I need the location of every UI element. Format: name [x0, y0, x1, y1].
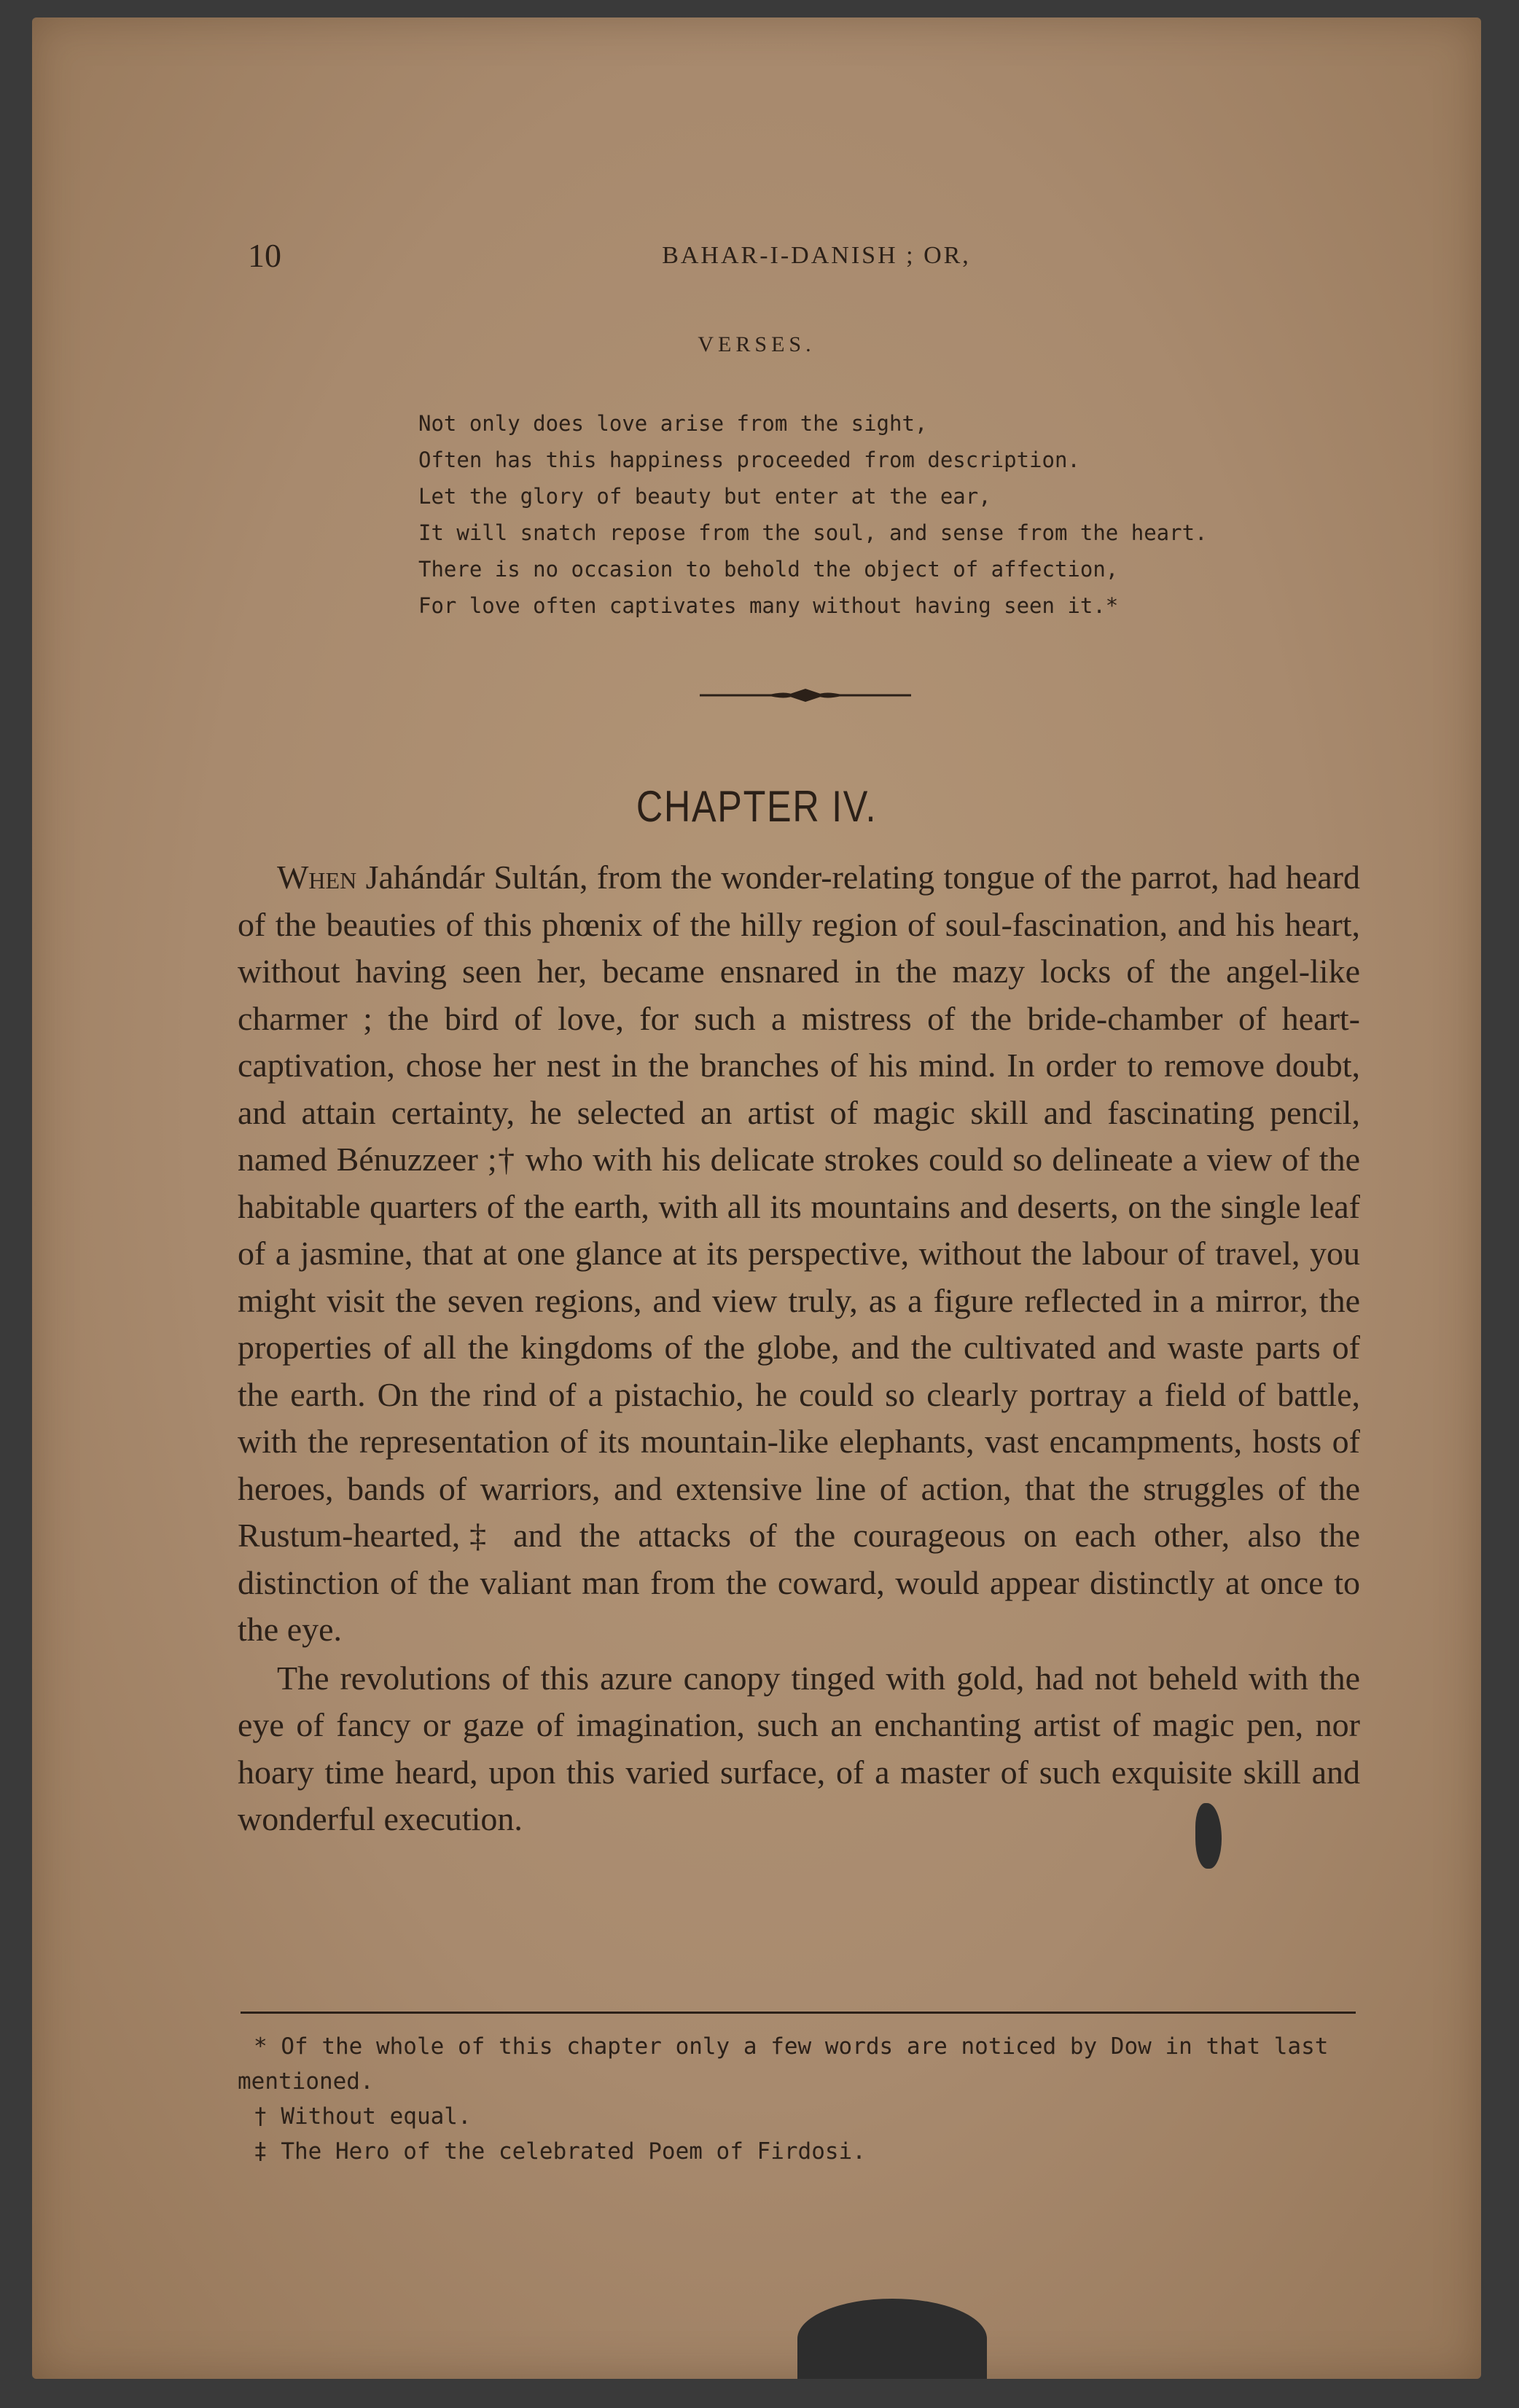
verses-heading: VERSES. [698, 332, 816, 356]
footnote: † Without equal. [254, 2103, 472, 2130]
footnote-divider [241, 2012, 1356, 2014]
page-number: 10 [248, 237, 281, 274]
verse-line: Not only does love arise from the sight, [418, 411, 928, 436]
paragraph [238, 854, 1360, 1654]
paragraph: The revolutions of this azure canopy tinged with gold, had not beheld with the eye of fancy or gaze of imagination, such an enchanting artist of magic pen, nor hoary time heard, upon this varied surface, of a master of such exquisite skill and wonderful execution. [238, 1659, 1360, 1837]
chapter-body [238, 854, 1360, 1843]
footnote: * Of the whole of this chapter only a few words are noticed by Dow in that last mentioned. [238, 2033, 1329, 2095]
footnote: ‡ The Hero of the celebrated Poem of Firdosi. [254, 2138, 866, 2165]
paper-tear [797, 2299, 987, 2379]
page-header [248, 236, 1385, 280]
verse-line: For love often captivates many without having seen it.* [418, 593, 1119, 618]
verse-line: Let the glory of beauty but enter at the ear, [418, 484, 991, 509]
book-page [32, 17, 1481, 2379]
verse-line: There is no occasion to behold the object of affection, [418, 557, 1119, 582]
running-head: BAHAR-I-DANISH ; OR, [662, 242, 971, 269]
verse-line: Often has this happiness proceeded from description. [418, 447, 1080, 472]
verse-line: It will snatch repose from the soul, and sense from the heart. [418, 520, 1208, 545]
chapter-title: CHAPTER IV. [636, 782, 878, 831]
footnotes [238, 2029, 1360, 2169]
ornamental-divider [700, 681, 911, 710]
paragraph-lead-word: When [277, 859, 357, 896]
verse-block [418, 405, 1257, 624]
paragraph-text: Jahándár Sultán, from the wonder-relating tongue of the parrot, had heard of the beauties of this phœnix of the hilly region of soul-fascination, and his heart, without having seen her, became ensnared in the mazy locks of the angel-like charmer ; the bird of love, for such a mistress of the bride-chamber of heart-captivation, chose her nest in the branches of his mind. In order to remove doubt, and attain certainty, he selected an artist of magic skill and fascinating pencil, named Bénuzzeer ;† who with his delicate strokes could so delineate a view of the habitable quarters of the earth, with all its mountains and deserts, on the single leaf of a jasmine, that at one glance at its perspective, without the labour of travel, you might visit the seven regions, and view truly, as a figure reflected in a mirror, the properties of all the kingdoms of the globe, and the cultivated and waste parts of the earth. On the rind of a pistachio, he could so clearly portray a field of battle, with the representation of its mountain-like elephants, vast encampments, hosts of heroes, bands of warriors, and extensive line of action, that the struggles of the Rustum-hearted,‡ and the attacks of the courageous on each other, also the distinction of the valiant man from the coward, would appear distinctly at once to the eye. [238, 859, 1360, 1648]
